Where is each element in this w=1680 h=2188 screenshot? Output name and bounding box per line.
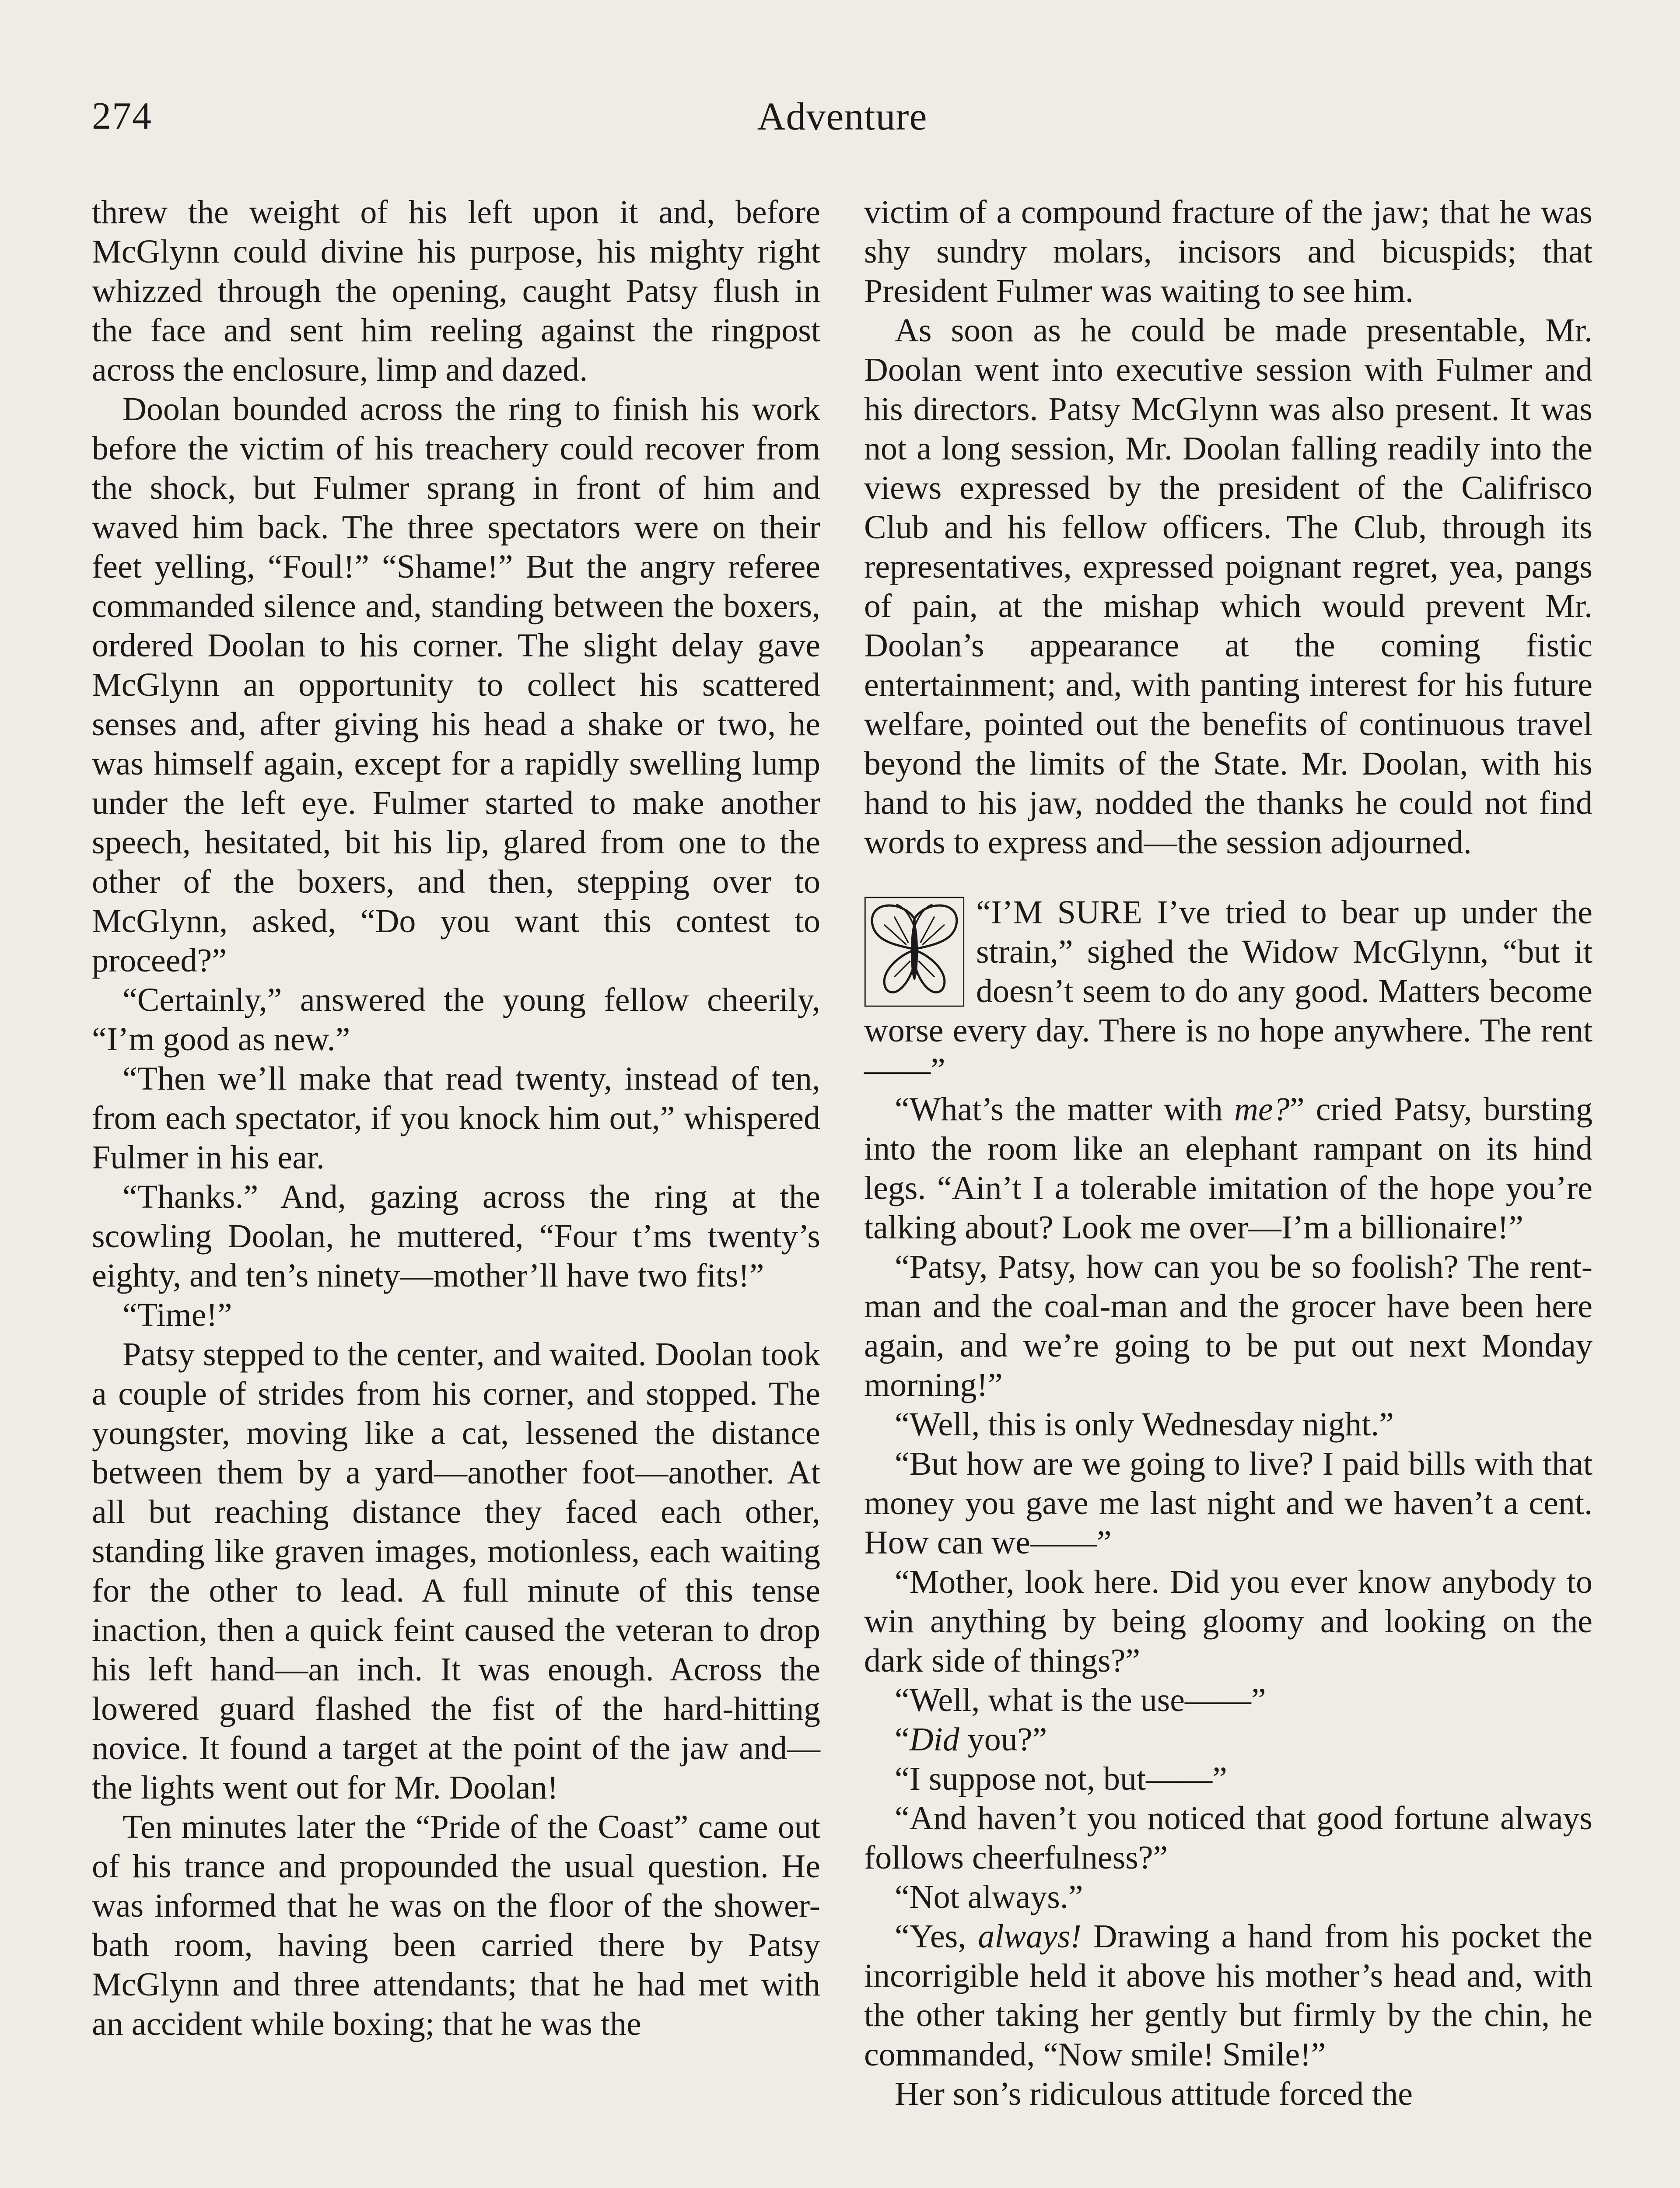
left-column <box>92 193 820 2044</box>
paragraph: “Patsy, Patsy, how can you be so foolish? The rent-man and the coal-man and the grocer have been here again, and we’re going to be put out next Monday morning!” <box>864 1248 1592 1403</box>
right-column <box>864 193 1592 2114</box>
paragraph: “Time!” <box>122 1297 232 1333</box>
page-number: 274 <box>92 95 152 137</box>
paragraph: “Did you?” <box>895 1721 1047 1758</box>
paragraph: “Not always.” <box>895 1879 1083 1915</box>
section-opening-paragraph: “I’M SURE I’ve tried to bear up under the strain,” sighed the Widow McGlynn, “but it doesn’t seem to do any good. Matters become worse every day. There is no hope anywhere. The rent——” <box>864 894 1592 1088</box>
paragraph: “Well, what is the use——” <box>895 1682 1266 1718</box>
paragraph: “Then we’ll make that read twenty, instead of ten, from each spectator, if you knock him out,” whispered Fulmer in his ear. <box>92 1060 820 1176</box>
paragraph: Ten minutes later the “Pride of the Coast” came out of his trance and propounded the usual question. He was informed that he was on the floor of the shower-bath room, having been carried there by Patsy McGlynn and three attendants; that he had met with an accident while boxing; that he was the <box>92 1809 820 2042</box>
paragraph: “Thanks.” And, gazing across the ring at the scowling Doolan, he muttered, “Four t’ms twenty’s eighty, and ten’s ninety—mother’ll have two fits!” <box>92 1178 820 1294</box>
paragraph: “Certainly,” answered the young fellow cheerily, “I’m good as new.” <box>92 982 820 1058</box>
paragraph: “Well, this is only Wednesday night.” <box>895 1406 1394 1443</box>
paragraph: “Mother, look here. Did you ever know anybody to win anything by being gloomy and looking on the dark side of things?” <box>864 1564 1592 1679</box>
paragraph: “I suppose not, but——” <box>895 1760 1227 1797</box>
paragraph: “What’s the matter with me?” cried Patsy, bursting into the room like an elephant rampant on its hind legs. “Ain’t I a tolerable imitation of the hope you’re talking about? Look me over—I’m a billionaire!” <box>864 1091 1592 1246</box>
butterfly-icon <box>864 895 965 1009</box>
running-title: Adventure <box>757 95 928 138</box>
paragraph: As soon as he could be made presentable, Mr. Doolan went into executive session with Fulmer and his directors. Patsy McGlynn was also present. It was not a long session, Mr. Doolan falling readily into the views expressed by the president of the Califrisco Club and his fellow officers. The Club, through its representatives, expressed poignant regret, yea, pangs of pain, at the mishap which would prevent Mr. Doolan’s appearance at the coming fistic entertainment; and, with panting interest for his future welfare, pointed out the benefits of continuous travel beyond the limits of the State. Mr. Doolan, with his hand to his jaw, nodded the thanks he could not find words to express and—the session adjourned. <box>864 312 1592 861</box>
paragraph: “And haven’t you noticed that good fortune always follows cheerfulness?” <box>864 1800 1592 1876</box>
paragraph: victim of a compound fracture of the jaw; that he was shy sundry molars, incisors and bicuspids; that President Fulmer was waiting to see him. <box>864 194 1592 309</box>
page-header <box>92 94 1592 147</box>
paragraph: Her son’s ridiculous attitude forced the <box>895 2076 1413 2112</box>
paragraph: “But how are we going to live? I paid bills with that money you gave me last night and we haven’t a cent. How can we——” <box>864 1445 1592 1561</box>
paragraph: threw the weight of his left upon it and, before McGlynn could divine his purpose, his mighty right whizzed through the opening, caught Patsy flush in the face and sent him reeling against the ringpost across the enclosure, limp and dazed. <box>92 194 820 388</box>
paragraph: Doolan bounded across the ring to finish his work before the victim of his treachery could recover from the shock, but Fulmer sprang in front of him and waved him back. The three spectators were on their feet yelling, “Foul!” “Shame!” But the angry referee commanded silence and, standing between the boxers, ordered Doolan to his corner. The slight delay gave McGlynn an opportunity to collect his scattered senses and, after giving his head a shake or two, he was himself again, except for a rapidly swelling lump under the left eye. Fulmer started to make another speech, hesitated, bit his lip, glared from one to the other of the boxers, and then, stepping over to McGlynn, asked, “Do you want this contest to proceed?” <box>92 391 820 979</box>
section-break <box>864 893 1592 1090</box>
paragraph: Patsy stepped to the center, and waited. Doolan took a couple of strides from his corner, and stopped. The youngster, moving like a cat, lessened the distance between them by a yard—another foot—another. At all but reaching distance they faced each other, standing like graven images, motionless, each waiting for the other to lead. A full minute of this tense inaction, then a quick feint caused the veteran to drop his left hand—an inch. It was enough. Across the lowered guard flashed the fist of the hard-hitting novice. It found a target at the point of the jaw and—the lights went out for Mr. Doolan! <box>92 1336 820 1806</box>
paragraph: “Yes, always! Drawing a hand from his pocket the incorrigible held it above his mother’s head and, with the other taking her gently but firmly by the chin, he commanded, “Now smile! Smile!” <box>864 1918 1592 2073</box>
